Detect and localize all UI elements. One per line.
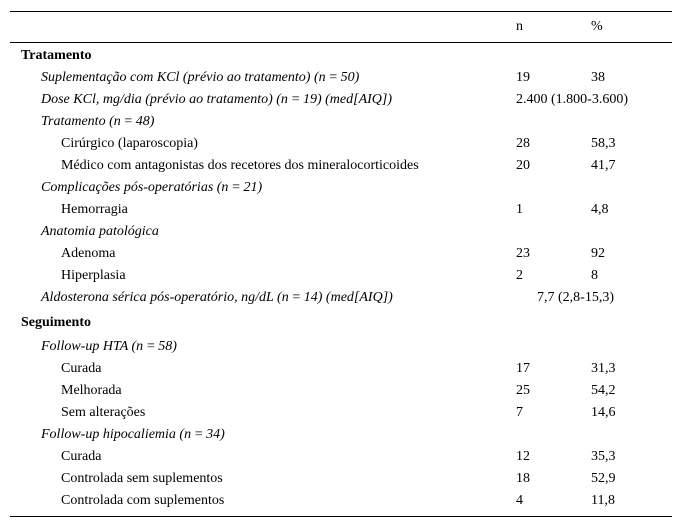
table-row <box>10 468 672 490</box>
row-label: Suplementação com KCl (prévio ao tratamento) (n = 50) <box>41 70 360 85</box>
section-heading-seguimento <box>10 312 672 334</box>
row-percent: 58,3 <box>591 136 616 151</box>
table-bottom-rule <box>10 516 672 517</box>
row-label: Seguimento <box>21 315 91 330</box>
row-n: 28 <box>516 136 530 151</box>
row-n: 18 <box>516 471 530 486</box>
row-percent: 92 <box>591 246 605 261</box>
table-row <box>10 336 672 358</box>
row-percent: 35,3 <box>591 449 616 464</box>
table-row <box>10 380 672 402</box>
row-label: Hiperplasia <box>61 268 126 283</box>
row-percent: 31,3 <box>591 361 616 376</box>
row-label: Anatomia patológica <box>41 224 159 239</box>
section-heading-tratamento <box>10 45 672 67</box>
row-label: Aldosterona sérica pós-operatório, ng/dL (n = 14) (med[AIQ]) <box>41 290 393 305</box>
table-row <box>10 490 672 512</box>
table-header-row <box>10 16 672 38</box>
row-median-value: 7,7 (2,8-15,3) <box>537 290 614 305</box>
table-row <box>10 177 672 199</box>
table-row <box>10 243 672 265</box>
table-row <box>10 89 672 111</box>
table-header-rule <box>10 42 672 43</box>
table-row <box>10 221 672 243</box>
row-median-value: 2.400 (1.800-3.600) <box>516 92 628 107</box>
row-n: 1 <box>516 202 523 217</box>
row-n: 7 <box>516 405 523 420</box>
table-row <box>10 402 672 424</box>
table-row <box>10 287 672 309</box>
row-percent: 14,6 <box>591 405 616 420</box>
table-row <box>10 358 672 380</box>
table-row <box>10 424 672 446</box>
row-percent: 54,2 <box>591 383 616 398</box>
row-percent: 38 <box>591 70 605 85</box>
row-label: Curada <box>61 361 102 376</box>
row-label: Controlada sem suplementos <box>61 471 223 486</box>
row-label: Melhorada <box>61 383 122 398</box>
row-n: 17 <box>516 361 530 376</box>
row-percent: 52,9 <box>591 471 616 486</box>
row-n: 19 <box>516 70 530 85</box>
row-n: 23 <box>516 246 530 261</box>
table-top-rule <box>10 11 672 12</box>
table-row <box>10 199 672 221</box>
row-label: Follow-up hipocaliemia (n = 34) <box>41 427 225 442</box>
table-row <box>10 67 672 89</box>
row-n: 4 <box>516 493 523 508</box>
row-percent: 4,8 <box>591 202 609 217</box>
row-label: Tratamento (n = 48) <box>41 114 155 129</box>
table-row <box>10 446 672 468</box>
row-label: Hemorragia <box>61 202 128 217</box>
row-label: Sem alterações <box>61 405 146 420</box>
table-row <box>10 155 672 177</box>
row-label: Cirúrgico (laparoscopia) <box>61 136 198 151</box>
header-percent: % <box>591 19 603 34</box>
row-percent: 41,7 <box>591 158 616 173</box>
header-n: n <box>516 19 523 34</box>
row-label: Complicações pós-operatórias (n = 21) <box>41 180 263 195</box>
row-n: 2 <box>516 268 523 283</box>
table-row <box>10 133 672 155</box>
row-n: 12 <box>516 449 530 464</box>
row-label: Controlada com suplementos <box>61 493 225 508</box>
row-label: Adenoma <box>61 246 116 261</box>
row-label: Dose KCl, mg/dia (prévio ao tratamento) (n = 19) (med[AIQ]) <box>41 92 393 107</box>
row-label: Curada <box>61 449 102 464</box>
table-row <box>10 265 672 287</box>
row-percent: 8 <box>591 268 598 283</box>
row-label: Médico com antagonistas dos recetores dos mineralocorticoides <box>61 158 419 173</box>
row-label: Follow-up HTA (n = 58) <box>41 339 177 354</box>
row-n: 25 <box>516 383 530 398</box>
row-label: Tratamento <box>21 48 92 63</box>
table-row <box>10 111 672 133</box>
row-percent: 11,8 <box>591 493 615 508</box>
row-n: 20 <box>516 158 530 173</box>
